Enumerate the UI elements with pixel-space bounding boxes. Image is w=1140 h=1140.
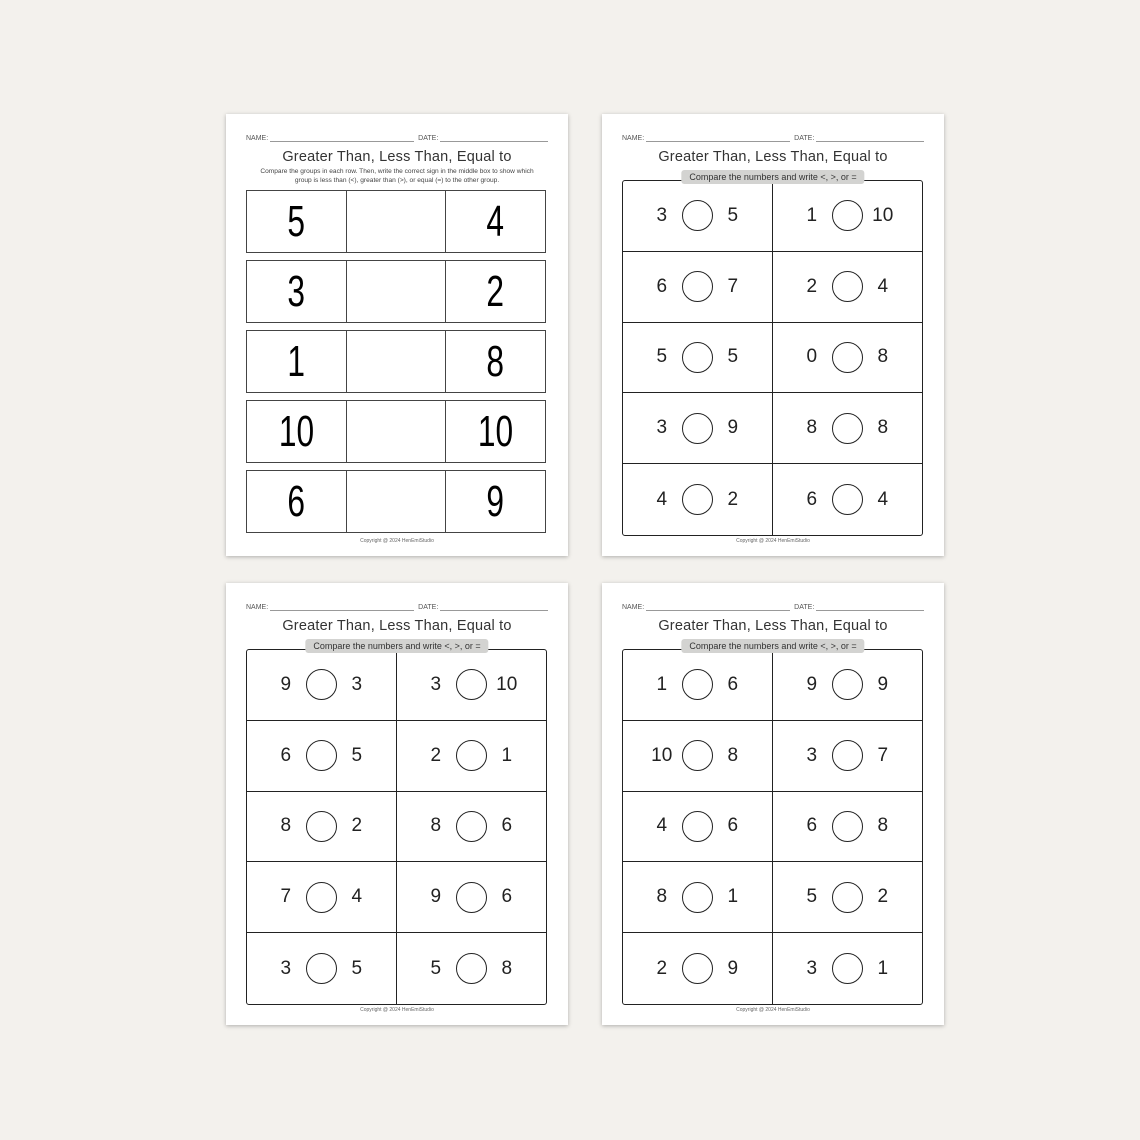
copyright-footer: Copyright @ 2024 HenEmiStudio <box>736 538 810 544</box>
right-box <box>445 401 545 462</box>
right-number: 9 <box>486 476 505 526</box>
compare-cell <box>247 933 397 1004</box>
sign-box <box>346 331 446 392</box>
left-box <box>247 331 346 392</box>
compare-cell <box>623 650 773 721</box>
compare-cell <box>623 721 773 792</box>
answer-circle <box>682 882 713 913</box>
answer-circle <box>832 342 863 373</box>
sign-box <box>346 401 446 462</box>
instruction-pill: Compare the numbers and write <, >, or = <box>681 639 864 653</box>
right-number: 8 <box>501 957 513 979</box>
answer-circle <box>682 413 713 444</box>
left-number: 1 <box>806 204 818 226</box>
compare-cell <box>773 721 923 792</box>
compare-cell <box>397 650 547 721</box>
left-number: 10 <box>278 406 314 456</box>
left-number: 2 <box>806 275 818 297</box>
compare-row <box>246 190 546 253</box>
right-number: 8 <box>877 417 889 439</box>
right-number: 6 <box>727 673 739 695</box>
right-number: 5 <box>351 744 363 766</box>
answer-circle <box>832 882 863 913</box>
left-number: 5 <box>287 196 306 246</box>
right-number: 9 <box>727 957 739 979</box>
answer-circle <box>456 740 487 771</box>
name-line <box>646 603 790 611</box>
compare-row <box>246 330 546 393</box>
worksheet-circles <box>602 583 944 1025</box>
left-number: 3 <box>806 957 818 979</box>
left-box <box>247 471 346 532</box>
left-number: 1 <box>656 673 668 695</box>
worksheet-title: Greater Than, Less Than, Equal to <box>658 618 888 634</box>
right-number: 9 <box>727 417 739 439</box>
name-date-header <box>622 601 924 611</box>
name-date-header <box>246 132 548 142</box>
name-label: NAME: <box>622 135 645 142</box>
answer-circle <box>306 811 337 842</box>
sign-box <box>346 261 446 322</box>
right-number: 5 <box>727 204 739 226</box>
compare-cell <box>397 862 547 933</box>
answer-circle <box>832 413 863 444</box>
compare-cell <box>247 721 397 792</box>
compare-cell <box>623 862 773 933</box>
answer-circle <box>682 200 713 231</box>
compare-cell <box>773 393 923 464</box>
left-box <box>247 191 346 252</box>
compare-cell <box>623 792 773 863</box>
date-line <box>816 603 924 611</box>
right-number: 5 <box>727 346 739 368</box>
answer-circle <box>306 740 337 771</box>
compare-grid <box>622 180 923 536</box>
left-number: 2 <box>656 957 668 979</box>
right-number: 2 <box>877 886 889 908</box>
right-number: 4 <box>877 488 889 510</box>
compare-cell <box>623 933 773 1004</box>
right-number: 9 <box>877 673 889 695</box>
left-box <box>247 401 346 462</box>
compare-cell <box>247 862 397 933</box>
right-number: 8 <box>877 815 889 837</box>
left-number: 6 <box>806 815 818 837</box>
right-number: 10 <box>872 204 894 226</box>
compare-cell <box>623 252 773 323</box>
answer-circle <box>832 669 863 700</box>
compare-cell <box>397 792 547 863</box>
right-number: 8 <box>727 744 739 766</box>
answer-circle <box>832 200 863 231</box>
left-number: 7 <box>280 886 292 908</box>
date-label: DATE: <box>794 604 815 611</box>
answer-circle <box>306 953 337 984</box>
compare-row <box>246 470 546 533</box>
right-number: 4 <box>877 275 889 297</box>
sign-box <box>346 471 446 532</box>
date-line <box>440 134 548 142</box>
left-number: 6 <box>287 476 306 526</box>
compare-cell <box>623 323 773 394</box>
right-number: 1 <box>877 957 889 979</box>
worksheet-title: Greater Than, Less Than, Equal to <box>282 618 512 634</box>
name-line <box>646 134 790 142</box>
compare-cell <box>773 650 923 721</box>
left-number: 8 <box>656 886 668 908</box>
left-box <box>247 261 346 322</box>
compare-cell <box>773 464 923 535</box>
date-label: DATE: <box>794 135 815 142</box>
answer-circle <box>682 484 713 515</box>
worksheet-boxes <box>226 114 568 556</box>
date-line <box>440 603 548 611</box>
left-number: 3 <box>806 744 818 766</box>
answer-circle <box>682 342 713 373</box>
right-number: 6 <box>727 815 739 837</box>
compare-cell <box>773 933 923 1004</box>
name-label: NAME: <box>622 604 645 611</box>
compare-cell <box>773 862 923 933</box>
date-label: DATE: <box>418 604 439 611</box>
right-box <box>445 331 545 392</box>
right-number: 3 <box>351 673 363 695</box>
left-number: 5 <box>656 346 668 368</box>
left-number: 8 <box>430 815 442 837</box>
left-number: 4 <box>656 815 668 837</box>
compare-cell <box>773 181 923 252</box>
copyright-footer: Copyright @ 2024 HenEmiStudio <box>360 538 434 544</box>
right-number: 6 <box>501 886 513 908</box>
answer-circle <box>832 811 863 842</box>
answer-circle <box>832 271 863 302</box>
date-line <box>816 134 924 142</box>
answer-circle <box>682 811 713 842</box>
right-number: 8 <box>877 346 889 368</box>
left-number: 3 <box>280 957 292 979</box>
worksheet-title: Greater Than, Less Than, Equal to <box>658 149 888 165</box>
compare-cell <box>397 933 547 1004</box>
left-number: 3 <box>287 266 306 316</box>
instruction-pill: Compare the numbers and write <, >, or = <box>681 170 864 184</box>
right-box <box>445 191 545 252</box>
answer-circle <box>456 669 487 700</box>
answer-circle <box>456 882 487 913</box>
instruction-pill: Compare the numbers and write <, >, or = <box>305 639 488 653</box>
right-number: 4 <box>351 886 363 908</box>
right-number: 2 <box>486 266 505 316</box>
right-number: 2 <box>727 488 739 510</box>
compare-cell <box>773 792 923 863</box>
compare-cell <box>397 721 547 792</box>
left-number: 8 <box>806 417 818 439</box>
right-number: 7 <box>877 744 889 766</box>
worksheet-circles <box>226 583 568 1025</box>
answer-circle <box>832 953 863 984</box>
left-number: 8 <box>280 815 292 837</box>
right-number: 8 <box>486 336 505 386</box>
name-label: NAME: <box>246 135 269 142</box>
left-number: 2 <box>430 744 442 766</box>
left-number: 10 <box>651 744 673 766</box>
right-number: 5 <box>351 957 363 979</box>
left-number: 6 <box>806 488 818 510</box>
compare-row <box>246 260 546 323</box>
answer-circle <box>456 953 487 984</box>
name-line <box>270 134 414 142</box>
worksheet-circles <box>602 114 944 556</box>
compare-cell <box>623 393 773 464</box>
compare-cell <box>247 650 397 721</box>
left-number: 4 <box>656 488 668 510</box>
left-number: 3 <box>430 673 442 695</box>
date-label: DATE: <box>418 135 439 142</box>
compare-cell <box>773 252 923 323</box>
right-number: 4 <box>486 196 505 246</box>
right-number: 2 <box>351 815 363 837</box>
compare-grid <box>246 649 547 1005</box>
answer-circle <box>682 953 713 984</box>
right-number: 1 <box>501 744 513 766</box>
left-number: 6 <box>656 275 668 297</box>
copyright-footer: Copyright @ 2024 HenEmiStudio <box>736 1007 810 1013</box>
left-number: 9 <box>280 673 292 695</box>
left-number: 0 <box>806 346 818 368</box>
answer-circle <box>682 740 713 771</box>
right-number: 6 <box>501 815 513 837</box>
name-date-header <box>622 132 924 142</box>
compare-row <box>246 400 546 463</box>
sign-box <box>346 191 446 252</box>
name-date-header <box>246 601 548 611</box>
copyright-footer: Copyright @ 2024 HenEmiStudio <box>360 1007 434 1013</box>
left-number: 5 <box>430 957 442 979</box>
compare-cell <box>623 181 773 252</box>
right-number: 1 <box>727 886 739 908</box>
right-number: 10 <box>478 406 514 456</box>
right-box <box>445 261 545 322</box>
instructions: Compare the groups in each row. Then, write the correct sign in the middle box to show which group is less than (<), greater than (>), or equal (=) to the other group. <box>260 168 534 184</box>
right-box <box>445 471 545 532</box>
answer-circle <box>306 882 337 913</box>
name-line <box>270 603 414 611</box>
left-number: 3 <box>656 204 668 226</box>
answer-circle <box>682 271 713 302</box>
worksheet-title: Greater Than, Less Than, Equal to <box>282 149 512 165</box>
compare-cell <box>623 464 773 535</box>
answer-circle <box>456 811 487 842</box>
left-number: 6 <box>280 744 292 766</box>
right-number: 10 <box>496 673 518 695</box>
name-label: NAME: <box>246 604 269 611</box>
answer-circle <box>832 740 863 771</box>
compare-cell <box>247 792 397 863</box>
left-number: 1 <box>287 336 306 386</box>
left-number: 9 <box>430 886 442 908</box>
compare-grid <box>622 649 923 1005</box>
answer-circle <box>682 669 713 700</box>
left-number: 5 <box>806 886 818 908</box>
left-number: 3 <box>656 417 668 439</box>
answer-circle <box>306 669 337 700</box>
right-number: 7 <box>727 275 739 297</box>
compare-cell <box>773 323 923 394</box>
left-number: 9 <box>806 673 818 695</box>
answer-circle <box>832 484 863 515</box>
